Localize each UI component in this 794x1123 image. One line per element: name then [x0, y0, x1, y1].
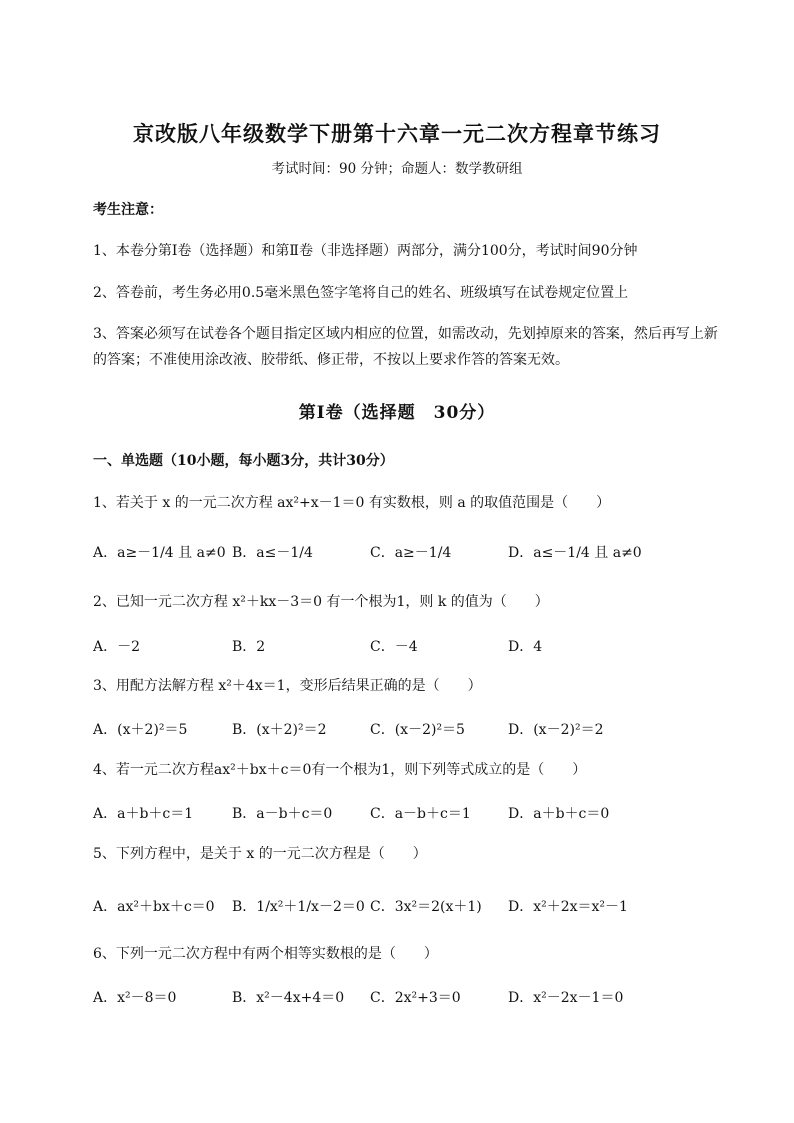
question-1-option-c: C．a≥－1/4 [370, 545, 452, 561]
question-1-option-b: B．a≤－1/4 [232, 545, 313, 561]
question-5-stem: 5、下列方程中，是关于 x 的一元二次方程是（ ） [93, 846, 427, 862]
question-3-option-b: B．(x＋2)²＝2 [232, 722, 327, 738]
question-3-option-a: A．(x＋2)²＝5 [93, 722, 188, 738]
question-2-option-d: D．4 [508, 639, 543, 655]
exam-title: 京改版八年级数学下册第十六章一元二次方程章节练习 [133, 121, 661, 146]
question-2-option-b: B．2 [232, 639, 266, 655]
question-2-option-a: A．－2 [93, 639, 141, 655]
question-4-option-b: B．a－b＋c＝0 [232, 806, 333, 822]
question-4-option-c: C．a－b＋c＝1 [370, 806, 471, 822]
notice-item-3: 3、答案必须写在试卷各个题目指定区域内相应的位置，如需改动，先划掉原来的答案，然后再写上新 [93, 326, 718, 342]
question-1-option-d: D．a≤－1/4 且 a≠0 [508, 545, 642, 561]
notice-heading: 考生注意： [93, 202, 163, 218]
question-2-option-c: C．－4 [370, 639, 418, 655]
question-3-option-d: D．(x－2)²＝2 [508, 722, 604, 738]
question-1-stem: 1、若关于 x 的一元二次方程 ax²+x－1＝0 有实数根，则 a 的取值范围是（ ） [93, 495, 611, 511]
question-1-option-a: A．a≥－1/4 且 a≠0 [93, 545, 226, 561]
question-5-option-b: B．1/x²＋1/x－2＝0 [232, 899, 365, 915]
notice-item-1: 1、本卷分第Ⅰ卷（选择题）和第Ⅱ卷（非选择题）两部分，满分100分，考试时间90分钟 [93, 243, 638, 259]
question-5-option-d: D．x²＋2x＝x²－1 [508, 899, 628, 915]
exam-subtitle: 考试时间：90 分钟；命题人：数学教研组 [271, 161, 523, 177]
notice-item-2: 2、答卷前，考生务必用0.5毫米黑色签字笔将自己的姓名、班级填写在试卷规定位置上 [93, 285, 629, 301]
section-title: 第Ⅰ卷（选择题 30分） [298, 403, 496, 423]
question-6-option-a: A．x²－8＝0 [93, 990, 177, 1006]
question-4-option-d: D．a＋b＋c＝0 [508, 806, 610, 822]
question-6-option-c: C．2x²+3＝0 [370, 990, 461, 1006]
question-6-stem: 6、下列一元二次方程中有两个相等实数根的是（ ） [93, 946, 438, 962]
question-5-option-a: A．ax²＋bx＋c＝0 [93, 899, 215, 915]
notice-item-3-cont: 的答案；不准使用涂改液、胶带纸、修正带，不按以上要求作答的答案无效。 [93, 352, 569, 368]
question-6-option-b: B．x²－4x+4＝0 [232, 990, 345, 1006]
question-4-option-a: A．a＋b＋c＝1 [93, 806, 194, 822]
question-6-option-d: D．x²－2x－1＝0 [508, 990, 624, 1006]
question-2-stem: 2、已知一元二次方程 x²＋kx－3＝0 有一个根为1，则 k 的值为（ ） [93, 594, 549, 610]
question-3-option-c: C．(x－2)²＝5 [370, 722, 465, 738]
question-3-stem: 3、用配方法解方程 x²＋4x＝1，变形后结果正确的是（ ） [93, 678, 482, 694]
part-heading: 一、单选题（10小题，每小题3分，共计30分） [93, 453, 394, 469]
question-5-option-c: C．3x²＝2(x＋1) [370, 899, 482, 915]
question-4-stem: 4、若一元二次方程ax²＋bx＋c＝0有一个根为1，则下列等式成立的是（ ） [93, 762, 587, 778]
